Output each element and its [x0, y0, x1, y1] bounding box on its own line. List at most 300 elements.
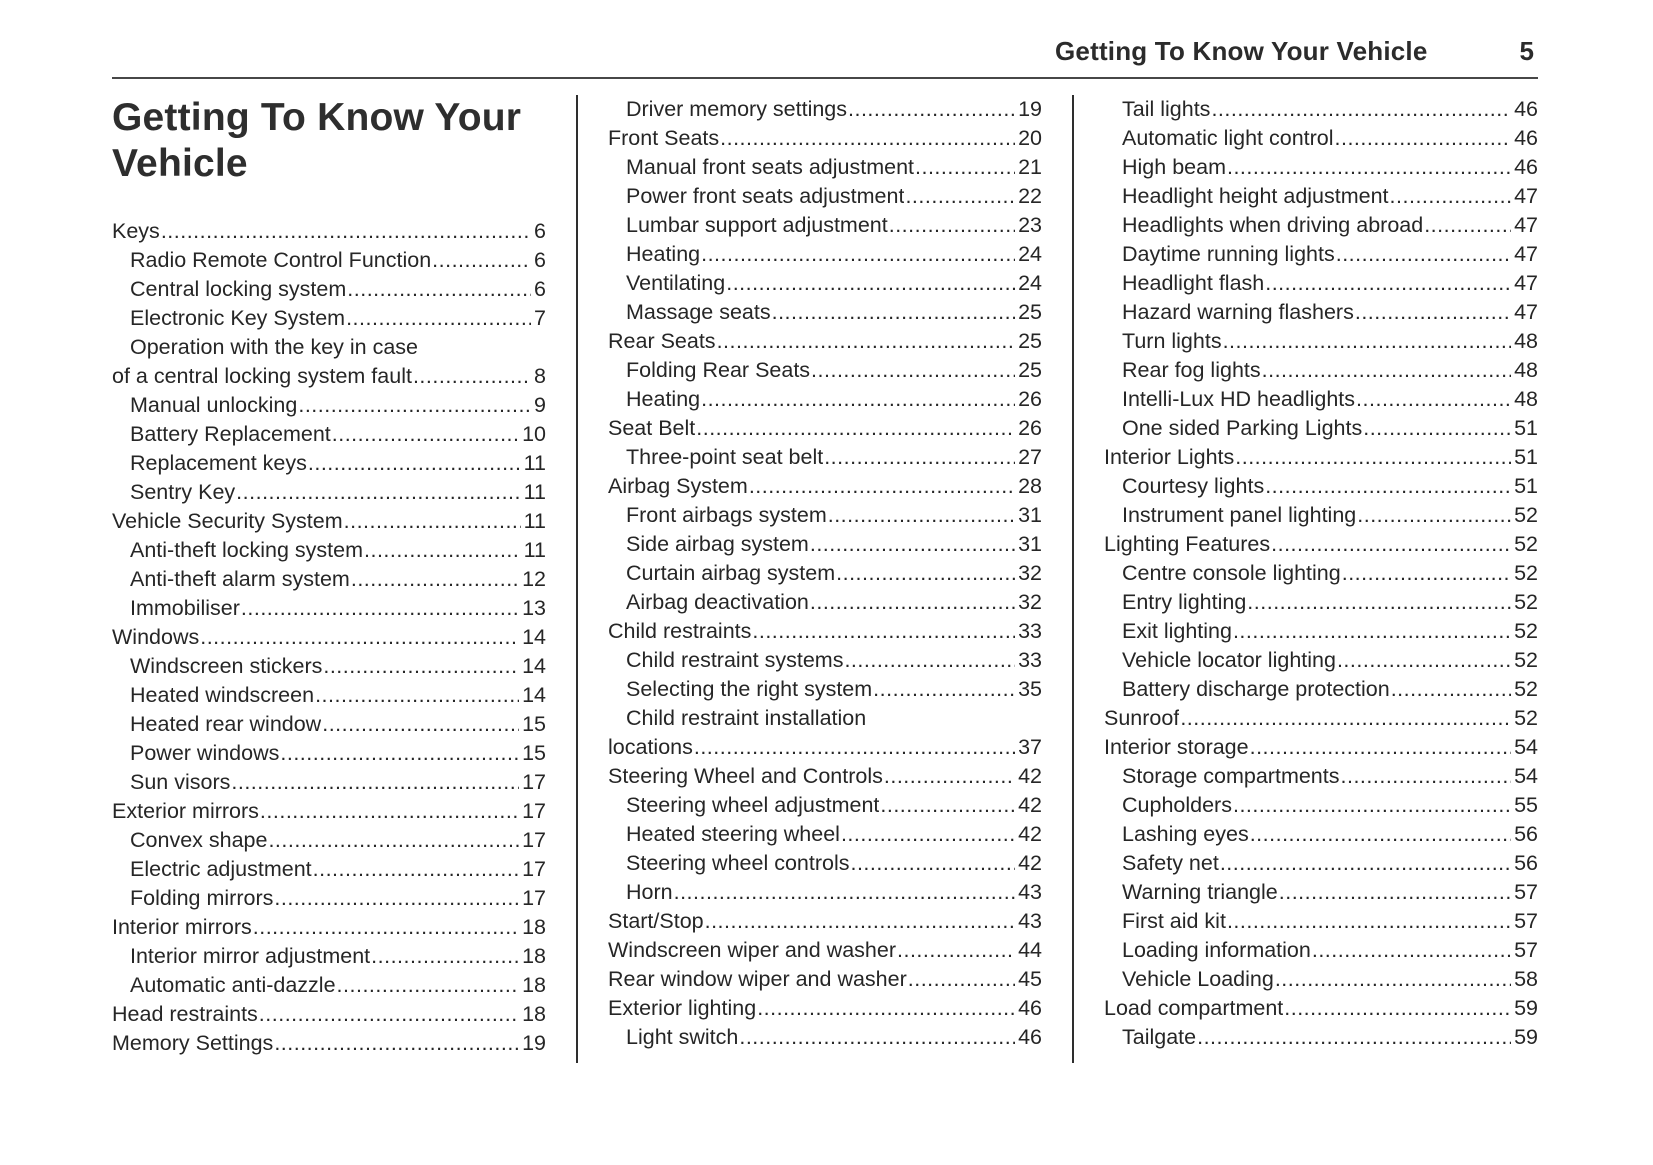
toc-entry[interactable]: [1104, 907, 1538, 936]
toc-entry-page: 11: [523, 509, 546, 534]
toc-leader-dots: [739, 1023, 1015, 1052]
toc-entry[interactable]: [112, 826, 546, 855]
toc-entry-label: Steering wheel controls: [626, 851, 850, 875]
toc-leader-dots: [1342, 559, 1511, 588]
toc-entry-page: 13: [522, 596, 546, 621]
toc-entry-page: 14: [522, 654, 546, 679]
toc-entry-page: 32: [1018, 590, 1042, 614]
toc-entry[interactable]: [608, 501, 1042, 530]
toc-column-3: [1104, 95, 1538, 1063]
toc-leader-dots: [364, 536, 521, 565]
toc-entry-label: of a central locking system fault: [112, 364, 412, 389]
toc-entry[interactable]: [1104, 1023, 1538, 1052]
toc-entry[interactable]: [1104, 240, 1538, 269]
toc-entry[interactable]: [112, 420, 546, 449]
toc-entry[interactable]: [608, 124, 1042, 153]
toc-columns: [112, 95, 1538, 1063]
toc-leader-dots: [1271, 530, 1511, 559]
toc-entry[interactable]: [1104, 994, 1538, 1023]
toc-entry-page: 43: [1018, 880, 1042, 904]
toc-entry-page: 47: [1514, 300, 1538, 324]
toc-entry-page: 26: [1018, 416, 1042, 440]
toc-entry-label: Massage seats: [626, 300, 771, 324]
toc-entry[interactable]: [608, 791, 1042, 820]
toc-entry[interactable]: [1104, 414, 1538, 443]
toc-entry-label: Headlight flash: [1122, 271, 1265, 295]
toc-entry[interactable]: [1104, 153, 1538, 182]
toc-entry-page: 51: [1514, 416, 1538, 440]
toc-entry-label: Sun visors: [130, 770, 231, 795]
toc-entry-page: 11: [523, 451, 546, 476]
toc-leader-dots: [1279, 878, 1511, 907]
toc-leader-dots: [1250, 820, 1511, 849]
toc-entry[interactable]: [112, 884, 546, 913]
toc-leader-dots: [371, 942, 519, 971]
toc-leader-dots: [889, 211, 1015, 240]
toc-entry[interactable]: [1104, 646, 1538, 675]
toc-entry-label: Selecting the right system: [626, 677, 873, 701]
toc-entry[interactable]: [608, 211, 1042, 240]
toc-entry[interactable]: [112, 391, 546, 420]
toc-entry[interactable]: [112, 333, 546, 362]
toc-leader-dots: [1357, 501, 1511, 530]
toc-entry-page: 57: [1514, 938, 1538, 962]
toc-entry[interactable]: [608, 646, 1042, 675]
toc-entry-label: Load compartment: [1104, 996, 1284, 1020]
toc-leader-dots: [1233, 617, 1511, 646]
toc-leader-dots: [253, 913, 519, 942]
toc-leader-dots: [347, 275, 531, 304]
toc-leader-dots: [752, 617, 1015, 646]
toc-entry-page: 43: [1018, 909, 1042, 933]
toc-leader-dots: [315, 681, 519, 710]
toc-entry[interactable]: [1104, 472, 1538, 501]
toc-entry[interactable]: [112, 507, 546, 536]
toc-entry-page: 19: [1018, 97, 1042, 121]
toc-entry-page: 24: [1018, 271, 1042, 295]
toc-entry-label: Folding Rear Seats: [626, 358, 811, 382]
toc-entry[interactable]: [1104, 501, 1538, 530]
toc-entry[interactable]: [608, 936, 1042, 965]
toc-leader-dots: [280, 739, 519, 768]
toc-entry-label: Sentry Key: [130, 480, 236, 505]
toc-entry[interactable]: [112, 594, 546, 623]
toc-leader-dots: [1363, 414, 1511, 443]
toc-entry-label: Interior mirror adjustment: [130, 944, 371, 969]
toc-entry[interactable]: [608, 907, 1042, 936]
toc-entry-page: 19: [522, 1031, 546, 1056]
toc-column-1: [112, 95, 546, 1063]
toc-entry-page: 17: [522, 828, 546, 853]
toc-entry-page: 44: [1018, 938, 1042, 962]
toc-entry[interactable]: [608, 153, 1042, 182]
toc-entry-page: 11: [523, 538, 546, 563]
toc-entry[interactable]: [112, 246, 546, 275]
toc-entry[interactable]: [608, 820, 1042, 849]
toc-entry-page: 47: [1514, 271, 1538, 295]
toc-entry-page: 51: [1514, 445, 1538, 469]
toc-leader-dots: [1356, 385, 1511, 414]
toc-entry[interactable]: [1104, 936, 1538, 965]
toc-entry[interactable]: [1104, 269, 1538, 298]
toc-entry[interactable]: [1104, 443, 1538, 472]
toc-leader-dots: [313, 855, 519, 884]
toc-entry[interactable]: [112, 971, 546, 1000]
toc-leader-dots: [1335, 124, 1512, 153]
toc-leader-dots: [1211, 95, 1511, 124]
toc-entry-page: 52: [1514, 561, 1538, 585]
toc-entry-label: Cupholders: [1122, 793, 1232, 817]
toc-leader-dots: [850, 849, 1015, 878]
toc-leader-dots: [346, 304, 531, 333]
toc-entry-label: Warning triangle: [1122, 880, 1278, 904]
toc-entry-label: Headlights when driving abroad: [1122, 213, 1424, 237]
column-divider: [1072, 95, 1074, 1063]
toc-entry-page: 59: [1514, 996, 1538, 1020]
toc-entry[interactable]: [112, 652, 546, 681]
toc-entry-label: Rear Seats: [608, 329, 716, 353]
toc-entry-page: 47: [1514, 242, 1538, 266]
toc-entry-label: Anti-theft locking system: [130, 538, 364, 563]
toc-leader-dots: [873, 675, 1015, 704]
toc-leader-dots: [1220, 849, 1511, 878]
toc-leader-dots: [1262, 356, 1511, 385]
toc-entry-page: 15: [522, 712, 546, 737]
toc-leader-dots: [880, 791, 1015, 820]
toc-entry[interactable]: [608, 733, 1042, 762]
toc-entry[interactable]: [1104, 820, 1538, 849]
toc-list-2: [608, 95, 1042, 1052]
toc-entry-label: Exterior lighting: [608, 996, 757, 1020]
toc-entry-page: 57: [1514, 909, 1538, 933]
toc-entry-label: Interior storage: [1104, 735, 1249, 759]
toc-entry-label: Interior mirrors: [112, 915, 252, 940]
toc-leader-dots: [696, 414, 1015, 443]
toc-entry-page: 56: [1514, 851, 1538, 875]
toc-entry[interactable]: [1104, 124, 1538, 153]
toc-leader-dots: [413, 362, 531, 391]
toc-entry-label: Tailgate: [1122, 1025, 1197, 1049]
toc-entry-page: 10: [522, 422, 546, 447]
toc-entry-page: 46: [1018, 1025, 1042, 1049]
toc-entry-page: 48: [1514, 329, 1538, 353]
toc-entry-label: Radio Remote Control Function: [130, 248, 432, 273]
toc-entry[interactable]: [608, 269, 1042, 298]
toc-entry-page: 33: [1018, 648, 1042, 672]
toc-entry-label: Centre console lighting: [1122, 561, 1341, 585]
toc-leader-dots: [200, 623, 519, 652]
toc-leader-dots: [841, 820, 1015, 849]
toc-entry-label: Side airbag system: [626, 532, 809, 556]
toc-entry-label: Child restraint installation: [626, 706, 867, 730]
toc-entry-label: Electric adjustment: [130, 857, 312, 882]
toc-entry[interactable]: [608, 965, 1042, 994]
toc-leader-dots: [905, 182, 1015, 211]
toc-entry-label: Turn lights: [1122, 329, 1222, 353]
toc-entry[interactable]: [1104, 182, 1538, 211]
toc-entry-page: 15: [522, 741, 546, 766]
toc-entry-label: Courtesy lights: [1122, 474, 1265, 498]
toc-entry[interactable]: [608, 385, 1042, 414]
toc-entry-page: 59: [1514, 1025, 1538, 1049]
toc-leader-dots: [717, 327, 1016, 356]
toc-leader-dots: [749, 472, 1015, 501]
toc-entry-label: Intelli-Lux HD headlights: [1122, 387, 1356, 411]
toc-entry[interactable]: [112, 913, 546, 942]
toc-entry-label: Entry lighting: [1122, 590, 1247, 614]
toc-leader-dots: [674, 878, 1015, 907]
toc-entry[interactable]: [112, 536, 546, 565]
toc-entry[interactable]: [112, 565, 546, 594]
toc-entry-page: 47: [1514, 184, 1538, 208]
toc-leader-dots: [1312, 936, 1511, 965]
toc-leader-dots: [1355, 298, 1511, 327]
toc-entry-page: 17: [522, 857, 546, 882]
toc-entry[interactable]: [112, 739, 546, 768]
toc-entry-page: 17: [522, 770, 546, 795]
toc-leader-dots: [1275, 965, 1511, 994]
toc-entry[interactable]: [1104, 95, 1538, 124]
toc-entry-label: Interior Lights: [1104, 445, 1235, 469]
toc-entry-label: Battery Replacement: [130, 422, 331, 447]
toc-entry[interactable]: [112, 1029, 546, 1058]
toc-entry[interactable]: [1104, 791, 1538, 820]
toc-entry[interactable]: [1104, 559, 1538, 588]
toc-entry[interactable]: [1104, 965, 1538, 994]
toc-leader-dots: [772, 298, 1015, 327]
toc-entry[interactable]: [608, 472, 1042, 501]
toc-entry[interactable]: [1104, 530, 1538, 559]
toc-entry[interactable]: [1104, 675, 1538, 704]
toc-entry[interactable]: [608, 240, 1042, 269]
toc-entry[interactable]: [112, 217, 546, 246]
toc-entry-label: Exit lighting: [1122, 619, 1232, 643]
toc-entry[interactable]: [112, 768, 546, 797]
toc-leader-dots: [337, 971, 520, 1000]
toc-entry-page: 18: [522, 973, 546, 998]
toc-entry[interactable]: [1104, 356, 1538, 385]
toc-entry-page: 46: [1018, 996, 1042, 1020]
column-divider: [576, 95, 578, 1063]
toc-entry[interactable]: [112, 478, 546, 507]
toc-leader-dots: [694, 733, 1015, 762]
toc-entry-label: Anti-theft alarm system: [130, 567, 350, 592]
toc-entry[interactable]: [112, 362, 546, 391]
toc-entry-label: Power windows: [130, 741, 280, 766]
toc-leader-dots: [274, 884, 519, 913]
toc-entry-page: 52: [1514, 706, 1538, 730]
toc-entry[interactable]: [1104, 704, 1538, 733]
toc-entry-label: Storage compartments: [1122, 764, 1340, 788]
toc-leader-dots: [701, 385, 1015, 414]
toc-entry-page: 54: [1514, 764, 1538, 788]
toc-entry[interactable]: [112, 855, 546, 884]
toc-entry-page: 45: [1018, 967, 1042, 991]
toc-entry-page: 25: [1018, 358, 1042, 382]
toc-entry-label: Windscreen stickers: [130, 654, 323, 679]
toc-entry-label: Manual front seats adjustment: [626, 155, 915, 179]
toc-entry-page: 52: [1514, 677, 1538, 701]
toc-entry-label: Airbag deactivation: [626, 590, 809, 614]
toc-leader-dots: [1265, 472, 1511, 501]
toc-entry[interactable]: [608, 182, 1042, 211]
toc-entry[interactable]: [112, 1000, 546, 1029]
toc-entry[interactable]: [112, 797, 546, 826]
toc-entry-label: Heated steering wheel: [626, 822, 840, 846]
toc-entry[interactable]: [608, 617, 1042, 646]
toc-entry-label: Folding mirrors: [130, 886, 274, 911]
toc-entry-page: 48: [1514, 358, 1538, 382]
toc-leader-dots: [344, 507, 521, 536]
toc-entry-page: 6: [534, 219, 546, 244]
toc-entry[interactable]: [608, 762, 1042, 791]
toc-leader-dots: [1391, 675, 1511, 704]
toc-entry-label: Hazard warning flashers: [1122, 300, 1354, 324]
toc-entry-label: Heated windscreen: [130, 683, 315, 708]
toc-entry-label: Heated rear window: [130, 712, 322, 737]
toc-entry[interactable]: [608, 443, 1042, 472]
toc-leader-dots: [351, 565, 519, 594]
toc-entry-label: Memory Settings: [112, 1031, 274, 1056]
toc-entry-label: Head restraints: [112, 1002, 258, 1027]
toc-entry[interactable]: [608, 849, 1042, 878]
toc-entry[interactable]: [608, 878, 1042, 907]
toc-entry-page: 22: [1018, 184, 1042, 208]
toc-leader-dots: [231, 768, 519, 797]
toc-entry[interactable]: [608, 356, 1042, 385]
toc-leader-dots: [1341, 762, 1512, 791]
toc-entry-page: 35: [1018, 677, 1042, 701]
toc-entry[interactable]: [1104, 298, 1538, 327]
toc-entry[interactable]: [112, 304, 546, 333]
toc-entry-page: 23: [1018, 213, 1042, 237]
toc-entry[interactable]: [1104, 588, 1538, 617]
toc-leader-dots: [811, 356, 1015, 385]
toc-entry-page: 18: [522, 944, 546, 969]
toc-entry[interactable]: [608, 95, 1042, 124]
toc-entry[interactable]: [1104, 733, 1538, 762]
toc-entry[interactable]: [112, 942, 546, 971]
toc-entry-page: 42: [1018, 851, 1042, 875]
header-page-number: 5: [1519, 36, 1534, 66]
toc-entry[interactable]: [1104, 617, 1538, 646]
toc-entry-page: 6: [534, 248, 546, 273]
toc-leader-dots: [1265, 269, 1511, 298]
toc-entry-page: 46: [1514, 97, 1538, 121]
toc-entry-label: Battery discharge protection: [1122, 677, 1390, 701]
toc-leader-dots: [1227, 907, 1511, 936]
toc-leader-dots: [323, 652, 519, 681]
toc-entry[interactable]: [112, 710, 546, 739]
toc-entry-label: Three-point seat belt: [626, 445, 824, 469]
toc-entry-label: Exterior mirrors: [112, 799, 259, 824]
toc-leader-dots: [259, 1000, 519, 1029]
toc-entry-page: 46: [1514, 155, 1538, 179]
toc-entry-label: Daytime running lights: [1122, 242, 1335, 266]
toc-entry-label: locations: [608, 735, 693, 759]
toc-leader-dots: [1233, 791, 1511, 820]
toc-leader-dots: [1336, 240, 1511, 269]
toc-entry-page: 8: [534, 364, 546, 389]
toc-entry-page: 42: [1018, 822, 1042, 846]
toc-entry-page: 18: [522, 915, 546, 940]
toc-leader-dots: [897, 936, 1015, 965]
toc-entry-label: Windows: [112, 625, 200, 650]
toc-leader-dots: [236, 478, 521, 507]
toc-entry[interactable]: [1104, 211, 1538, 240]
toc-entry-label: Horn: [626, 880, 673, 904]
toc-entry[interactable]: [608, 530, 1042, 559]
toc-entry[interactable]: [608, 298, 1042, 327]
toc-entry[interactable]: [1104, 327, 1538, 356]
toc-leader-dots: [810, 530, 1015, 559]
toc-entry-label: Tail lights: [1122, 97, 1211, 121]
toc-entry-label: Convex shape: [130, 828, 268, 853]
toc-entry-page: 51: [1514, 474, 1538, 498]
toc-entry-label: Automatic anti-dazzle: [130, 973, 336, 998]
toc-entry-page: 47: [1514, 213, 1538, 237]
toc-leader-dots: [1247, 588, 1511, 617]
toc-entry-page: 55: [1514, 793, 1538, 817]
toc-entry[interactable]: [1104, 878, 1538, 907]
toc-leader-dots: [824, 443, 1015, 472]
toc-entry-page: 21: [1018, 155, 1042, 179]
toc-entry[interactable]: [608, 559, 1042, 588]
toc-leader-dots: [701, 240, 1015, 269]
toc-entry-page: 25: [1018, 329, 1042, 353]
toc-entry-page: 33: [1018, 619, 1042, 643]
toc-entry[interactable]: [1104, 762, 1538, 791]
toc-entry-label: High beam: [1122, 155, 1226, 179]
toc-entry-page: 17: [522, 799, 546, 824]
toc-entry-label: Operation with the key in case: [130, 335, 419, 360]
toc-leader-dots: [720, 124, 1015, 153]
toc-leader-dots: [1424, 211, 1511, 240]
toc-entry[interactable]: [112, 623, 546, 652]
toc-entry[interactable]: [112, 681, 546, 710]
toc-entry-page: 31: [1018, 532, 1042, 556]
toc-entry-page: 52: [1514, 503, 1538, 527]
toc-entry-label: Vehicle Security System: [112, 509, 343, 534]
toc-entry[interactable]: [608, 588, 1042, 617]
toc-entry-page: 54: [1514, 735, 1538, 759]
toc-entry-page: 58: [1514, 967, 1538, 991]
toc-entry-label: Front airbags system: [626, 503, 827, 527]
toc-leader-dots: [884, 762, 1015, 791]
toc-entry[interactable]: [608, 414, 1042, 443]
toc-entry-label: Safety net: [1122, 851, 1219, 875]
toc-entry-label: Immobiliser: [130, 596, 240, 621]
toc-entry[interactable]: [608, 675, 1042, 704]
toc-entry-label: Instrument panel lighting: [1122, 503, 1357, 527]
header-rule: [112, 77, 1538, 79]
toc-entry[interactable]: [112, 449, 546, 478]
toc-entry-label: One sided Parking Lights: [1122, 416, 1363, 440]
toc-entry[interactable]: [1104, 385, 1538, 414]
toc-entry-page: 20: [1018, 126, 1042, 150]
toc-entry[interactable]: [112, 275, 546, 304]
toc-entry[interactable]: [608, 704, 1042, 733]
toc-entry-label: First aid kit: [1122, 909, 1226, 933]
toc-entry[interactable]: [608, 994, 1042, 1023]
toc-entry-label: Rear window wiper and washer: [608, 967, 907, 991]
toc-entry-label: Lumbar support adjustment: [626, 213, 888, 237]
toc-entry-label: Driver memory settings: [626, 97, 848, 121]
toc-entry[interactable]: [608, 1023, 1042, 1052]
toc-entry[interactable]: [1104, 849, 1538, 878]
toc-entry-label: Lashing eyes: [1122, 822, 1249, 846]
toc-entry[interactable]: [608, 327, 1042, 356]
